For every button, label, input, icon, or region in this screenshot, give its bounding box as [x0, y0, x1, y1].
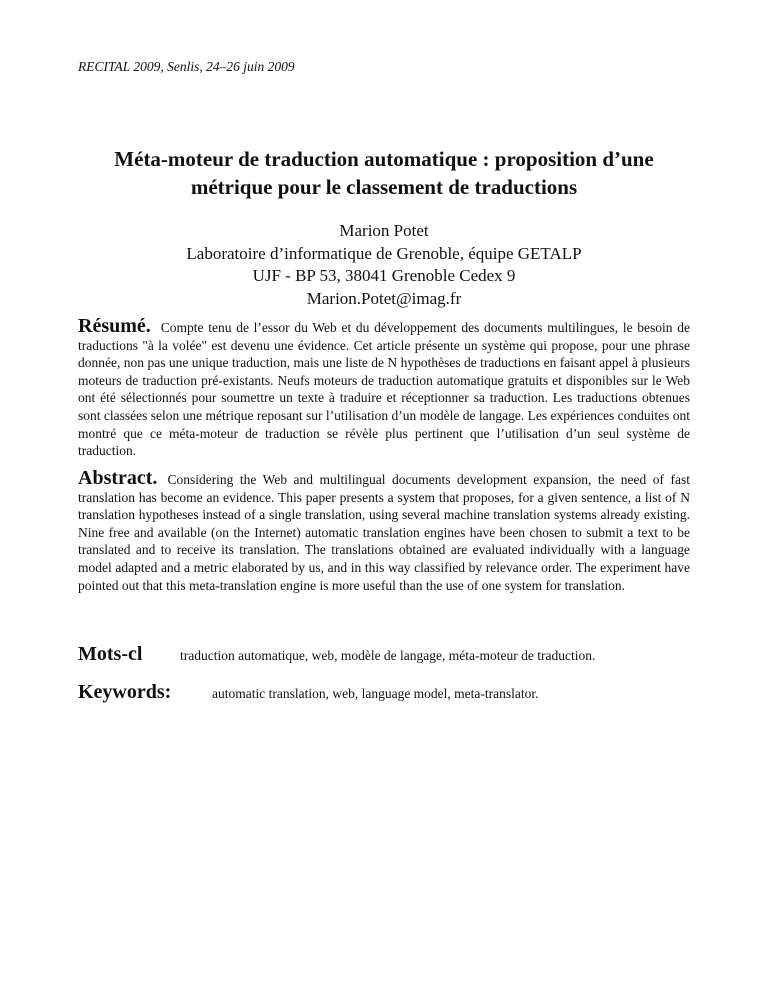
motscles-heading: Mots-cl: [78, 643, 143, 665]
abstract-section: [78, 467, 690, 594]
author-name: Marion Potet: [339, 221, 429, 240]
author-affiliation: Laboratoire d’informatique de Grenoble, équipe GETALP: [186, 243, 582, 263]
resume-heading: Résumé.: [78, 315, 151, 337]
keywords-section: [78, 681, 690, 704]
title-line-2: métrique pour le classement de traductions: [190, 175, 578, 199]
abstract-text: Considering the Web and multilingual documents development expansion, the need of fast translation has become an evidence. This paper presents a system that proposes, for a given sentence, a list of N translation hypotheses instead of a single translation, using several machine translation systems already existing. Nine free and available (on the Internet) automatic translation engines have been chosen to submit a text to be translated and to receive its translation. The translations obtained are evaluated individually with a language model adapted and a metric elaborated by us, and in this way classified by relevance order. The experiment have pointed out that this meta-translation engine is more useful than the use of one system for translation.: [78, 472, 690, 593]
resume-text: Compte tenu de l’essor du Web et du développement des documents multilingues, le besoin de traductions "à la volée" est devenu une évidence. Cet article présente un système qui propose, pour une phrase donnée, non pas une unique traduction, mais une liste de N hypothèses de traductions en faisant appel à plusieurs moteurs de traduction pré-existants. Neufs moteurs de traduction automatique gratuits et disponibles sur le Web ont été sélectionnés pour soumettre un texte à traduire et réceptionner sa traduction. Les traductions obtenues sont classées selon une métrique reposant sur l’utilisation d’un modèle de langage. Les expériences conduites ont montré que ce méta-moteur de traduction se révèle plus pertinent que l’utilisation d’un seul système de traduction.: [78, 320, 690, 459]
abstract-heading: Abstract.: [78, 467, 158, 489]
paper-title: [78, 145, 690, 201]
motscles-section: [78, 643, 690, 666]
resume-section: [78, 315, 690, 460]
author-email: Marion.Potet@imag.fr: [306, 288, 462, 308]
motscles-text: traduction automatique, web, modèle de langage, méta-moteur de traduction.: [180, 648, 596, 663]
keywords-heading: Keywords:: [78, 681, 172, 703]
author-block: [78, 220, 690, 310]
title-line-1: Méta-moteur de traduction automatique : proposition d’une: [114, 147, 654, 171]
conference-header: RECITAL 2009, Senlis, 24–26 juin 2009: [78, 59, 295, 74]
author-address: UJF - BP 53, 38041 Grenoble Cedex 9: [252, 266, 516, 285]
keywords-text: automatic translation, web, language model, meta-translator.: [212, 686, 539, 701]
